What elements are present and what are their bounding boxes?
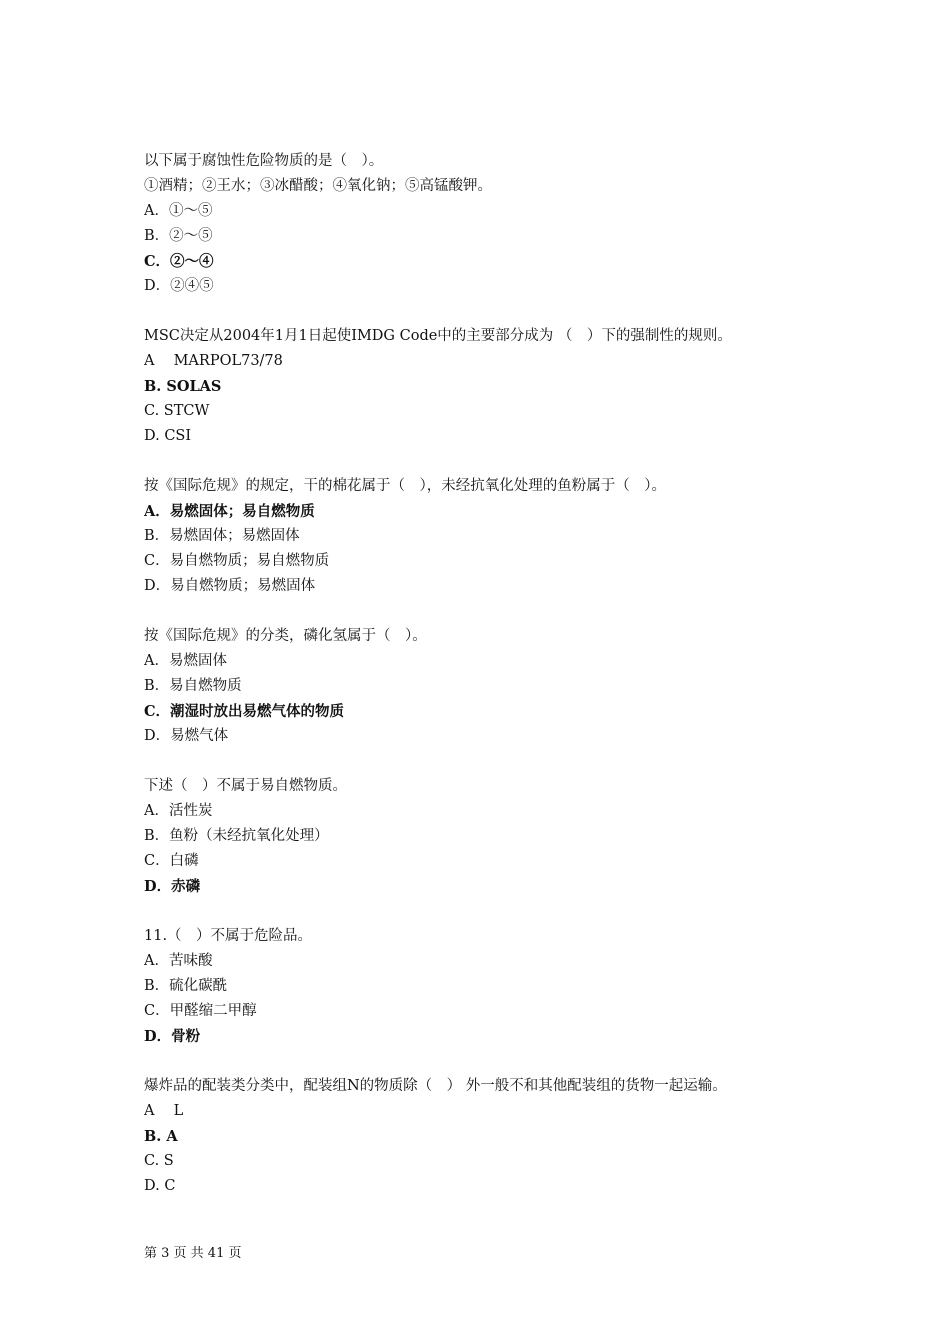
option-a: A．①～⑤ <box>144 203 213 219</box>
question-1 <box>144 149 844 299</box>
question-sub-list: ①酒精；②王水；③冰醋酸；④氧化钠；⑤高锰酸钾。 <box>144 178 492 194</box>
option-b-correct: B. A <box>144 1128 178 1145</box>
option-c: C. S <box>144 1153 174 1169</box>
option-d-correct: D．骨粉 <box>144 1028 201 1045</box>
question-stem: 以下属于腐蚀性危险物质的是（ ）。 <box>144 153 384 169</box>
option-b: B．易自燃物质 <box>144 678 242 694</box>
option-c: C．甲醛缩二甲醇 <box>144 1003 257 1019</box>
question-stem: MSC决定从2004年1月1日起使IMDG Code中的主要部分成为 （ ）下的强制性的规则。 <box>144 328 732 344</box>
option-a: A．苦味酸 <box>144 953 213 969</box>
option-d: D. CSI <box>144 428 192 444</box>
option-c-correct: C．②～④ <box>144 253 214 270</box>
question-stem: 11.（ ）不属于危险品。 <box>144 928 313 944</box>
page-footer: 第 3 页 共 41 页 <box>144 1246 242 1261</box>
option-c: C. STCW <box>144 403 210 419</box>
option-b: B．②～⑤ <box>144 228 213 244</box>
option-b: B．硫化碳酰 <box>144 978 228 994</box>
option-b-correct: B. SOLAS <box>144 378 222 395</box>
question-11 <box>144 924 844 1049</box>
question-7 <box>144 1074 844 1199</box>
option-a: A MARPOL73/78 <box>144 353 283 369</box>
option-d: D. C <box>144 1178 176 1194</box>
question-stem: 爆炸品的配装类分类中，配装组N的物质除（ ） 外一般不和其他配装组的货物一起运输。 <box>144 1078 727 1094</box>
option-d: D．易燃气体 <box>144 728 229 744</box>
question-stem: 下述（ ）不属于易自燃物质。 <box>144 778 347 794</box>
question-5 <box>144 774 844 899</box>
option-a: A L <box>144 1103 184 1119</box>
question-4 <box>144 624 844 749</box>
option-a: A．活性炭 <box>144 803 213 819</box>
option-a-correct: A．易燃固体；易自燃物质 <box>144 503 315 520</box>
option-d-correct: D．赤磷 <box>144 878 201 895</box>
question-list <box>144 149 844 1224</box>
option-c: C．白磷 <box>144 853 199 869</box>
option-b: B．鱼粉（未经抗氧化处理） <box>144 828 329 844</box>
option-d: D．易自燃物质；易燃固体 <box>144 578 316 594</box>
question-2 <box>144 324 844 449</box>
question-3 <box>144 474 844 599</box>
option-a: A．易燃固体 <box>144 653 227 669</box>
question-stem: 按《国际危规》的规定，干的棉花属于（ ），未经抗氧化处理的鱼粉属于（ ）。 <box>144 478 666 494</box>
option-c-correct: C．潮湿时放出易燃气体的物质 <box>144 703 345 720</box>
question-stem: 按《国际危规》的分类，磷化氢属于（ ）。 <box>144 628 427 644</box>
option-d: D．②④⑤ <box>144 278 214 294</box>
option-b: B．易燃固体；易燃固体 <box>144 528 300 544</box>
option-c: C．易自燃物质；易自燃物质 <box>144 553 330 569</box>
